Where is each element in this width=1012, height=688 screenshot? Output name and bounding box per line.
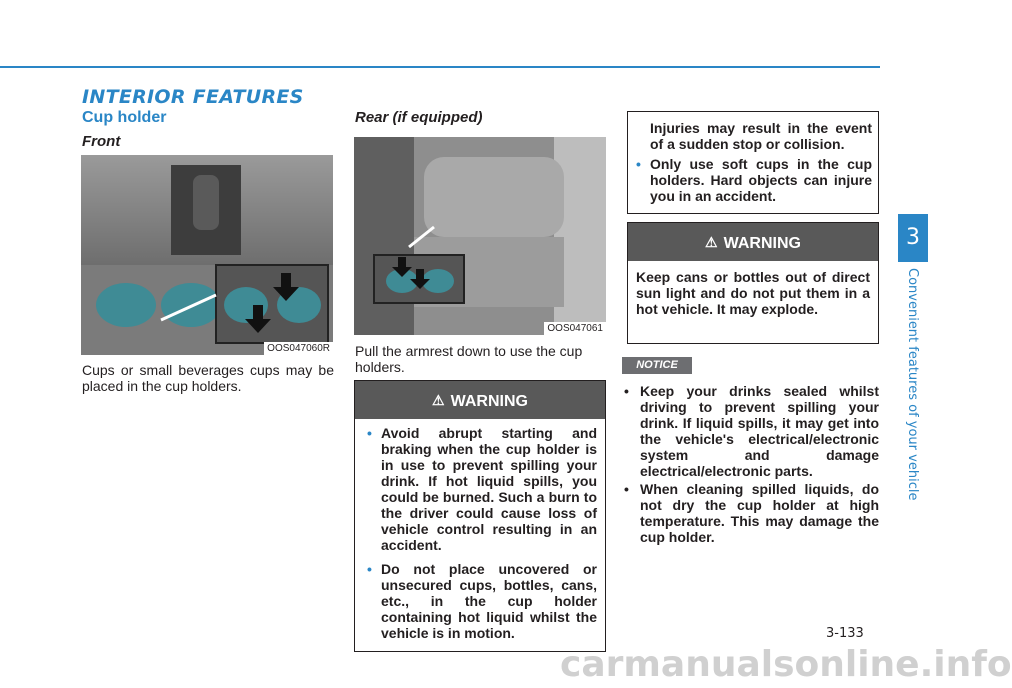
front-subheading: Front [82, 133, 121, 150]
list-item: • Avoid abrupt starting and braking when the cup holder is in use to prevent spilling your drink. If hot liquid spills, you could be burned. Such a burn to the driver could cause loss of vehicle control resulting in an accident. [367, 425, 597, 553]
rear-warning-list [367, 425, 597, 649]
section-title: INTERIOR FEATURES [82, 86, 304, 108]
top-rule [0, 66, 880, 68]
front-image-caption: OOS047060R [264, 342, 333, 355]
rear-image-caption: OOS047061 [544, 322, 606, 335]
continued-lead-text: Injuries may result in the event of a sudden stop or collision. [650, 120, 872, 152]
chapter-title: Convenient features of your vehicle [905, 268, 920, 501]
bullet-icon: • [624, 481, 629, 497]
sun-warning-box [627, 222, 879, 344]
list-item: • When cleaning spilled liquids, do not dry the cup holder at high temperature. This may damage the cup holder. [624, 481, 879, 545]
front-cup-holder-photo [81, 155, 333, 355]
sun-warning-header [628, 223, 878, 261]
warning-triangle-icon: ⚠ [432, 392, 445, 408]
rear-heading: Rear (if equipped) [355, 109, 483, 126]
rear-cup-holder-photo [354, 137, 606, 335]
rear-warning-header [355, 381, 605, 419]
rear-cup-holder-illustration [354, 137, 606, 335]
notice-label: NOTICE [622, 357, 692, 374]
bullet-icon: • [624, 383, 629, 399]
page-number: 3-133 [826, 626, 864, 641]
list-item: • Keep your drinks sealed whilst driving to prevent spilling your drink. If liquid spills, it may get into the vehicle's electrical/electronic system and damage electrical/electronic parts. [624, 383, 879, 479]
bullet-icon: • [367, 425, 372, 441]
sun-warning-text: Keep cans or bottles out of direct sun light and do not put them in a hot vehicle. It may explode. [636, 269, 870, 317]
chapter-tab: 3 [898, 214, 928, 262]
front-body-text: Cups or small beverages cups may be placed in the cup holders. [82, 362, 334, 394]
bullet-icon: • [367, 561, 372, 577]
rear-warning-title: WARNING [450, 393, 528, 410]
rear-body-text: Pull the armrest down to use the cup holders. [355, 343, 583, 375]
bullet-icon: • [636, 156, 641, 172]
rear-warning-box [354, 380, 606, 652]
sun-warning-title: WARNING [723, 235, 801, 252]
continued-warning-list [636, 156, 872, 212]
chapter-title-vertical [898, 268, 928, 501]
list-item: • Only use soft cups in the cup holders. Hard objects can injure you in an accident. [636, 156, 872, 204]
notice-list [624, 383, 879, 553]
continued-warning-box [627, 111, 879, 214]
warning-triangle-icon: ⚠ [705, 234, 718, 250]
watermark: carmanualsonline.info [560, 644, 1012, 685]
front-cup-holder-illustration [81, 155, 333, 355]
list-item: • Do not place uncovered or unsecured cups, bottles, cans, etc., in the cup holder containing hot liquid whilst the vehicle is in motion. [367, 561, 597, 641]
cup-holder-heading: Cup holder [82, 109, 167, 126]
